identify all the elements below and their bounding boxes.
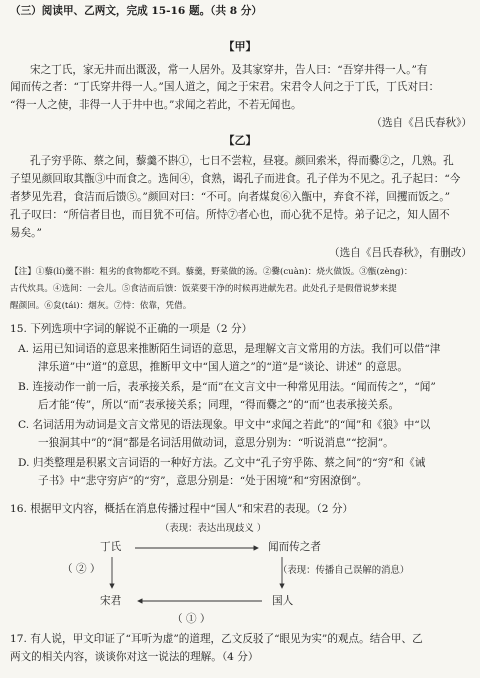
q15-option-d-cont: 子书》中“悲守穷庐”的“穷”，意思分别是：“处于困境”和“穷困潦倒”。 — [38, 475, 368, 487]
section-title: （三）阅读甲、乙两文，完成 15-16 题。（共 8 分） — [10, 5, 262, 17]
q15-option-b: B. 连接动作一前一后，表承接关系，是“而”在文言文中一种常见用法。“闻而传之”，“闻” — [18, 381, 436, 393]
q15-option-a-cont: 津乐道”中“道”的意思，推断甲文中“国人道之”的“道”是“谈论、讲述” 的意思。 — [38, 361, 408, 373]
passage-yi-line: 孔子叹曰：“所信者目也，而目犹不可信。所恃⑦者心也，而心犹不足恃。弟子记之，知人固不 — [10, 209, 450, 221]
diagram-blank-1: （ ① ） — [172, 613, 211, 625]
annotation-line: 醒颜回。⑥炱(tái)：烟灰。⑦恃：依靠，凭借。 — [10, 301, 192, 311]
passage-yi-line: 子望见颜回取其甑③中而食之。选间④，食熟，谒孔子而进食。孔子佯为不见之。孔子起曰：“今 — [10, 173, 461, 185]
passage-yi-heading: 【乙】 — [223, 134, 257, 147]
diagram-node-ding: 丁氏 — [100, 541, 122, 553]
diagram-node-song: 宋君 — [100, 595, 122, 607]
diagram-node-guo: 国人 — [272, 595, 294, 607]
passage-jia-line: 宋之丁氏，家无井而出溉汲，常一人居外。及其家穿井，告人曰：“吾穿井得一人。”有 — [30, 64, 428, 76]
passage-yi-line: 易矣。” — [10, 227, 42, 239]
passage-jia-source: （选自《吕氏春秋》） — [371, 117, 472, 129]
passage-jia-line: 闻而传之者：“丁氏穿井得一人。”国人道之，闻之于宋君。宋君令人问之于丁氏，丁氏对曰： — [10, 81, 440, 93]
q15-option-a: A. 运用已知词语的意思来推断陌生词语的意思，是理解文言文常用的方法。我们可以借“津 — [18, 343, 441, 355]
passage-jia-line: “得一人之使，非得一人于井中也。”求闻之若此，不若无闻也。 — [10, 99, 302, 111]
q15-option-c: C. 名词活用为动词是文言文常见的语法现象。甲文中“求闻之若此”的“闻”和《狼》中“以 — [18, 419, 431, 431]
diagram-right-label: （表现：传播自己误解的消息） — [278, 565, 410, 576]
diagram-top-label: （表现：表达出现歧义 ） — [160, 523, 267, 534]
diagram-node-chuan: 闻而传之者 — [268, 541, 321, 553]
q15-option-c-cont: 一狼洞其中”的“洞”都是名词活用做动词，意思分别为：“听说消息”“挖洞”。 — [38, 437, 394, 449]
annotation-line: 【注】①藜(lí)羹不斟：粗劣的食物都吃不到。藜羹，野菜做的汤。②爨(cuàn)：烧火做饭。③甑(zèng)： — [10, 267, 413, 277]
diagram-blank-2: （ ② ） — [62, 563, 101, 575]
passage-yi-line: 孔子穷乎陈、蔡之间，藜羹不斟①，七日不尝粒，昼寝。颜回索米，得而爨②之，几熟。孔 — [30, 155, 454, 167]
q15-option-d: D. 归类整理是积累文言词语的一种好方法。乙文中“孔子穷乎陈、蔡之间”的“穷”和《诫 — [18, 457, 426, 469]
passage-yi-line: 者梦见先君，食洁而后馈⑤。”颜回对曰：“不可。向者煤炱⑥入甑中，弃食不祥，回攫而饭之。” — [10, 191, 450, 203]
passage-yi-source: （选自《吕氏春秋》，有删改） — [328, 247, 472, 259]
passage-jia-heading: 【甲】 — [223, 40, 257, 53]
q15-option-b-cont: 后才能“传”，所以“而”表承接关系；同理，“得而爨之”的“而”也表承接关系。 — [38, 399, 400, 411]
q17-line: 17. 有人说，甲文印证了“耳听为虚”的道理，乙文反驳了“眼见为实”的观点。结合甲、乙 — [10, 633, 423, 645]
q16-stem: 16. 根据甲文内容，概括在消息传播过程中“国人”和宋君的表现。（2 分） — [10, 503, 354, 515]
q15-stem: 15. 下列选项中字词的解说不正确的一项是（2 分） — [10, 323, 253, 335]
q17-line: 两文的相关内容，谈谈你对这一说法的理解。（4 分） — [10, 651, 259, 663]
annotation-line: 古代炊具。④选间：一会儿。⑤食洁而后馈：饭菜要干净的时候再进献先君。此处孔子是假借说梦来提 — [10, 284, 397, 294]
